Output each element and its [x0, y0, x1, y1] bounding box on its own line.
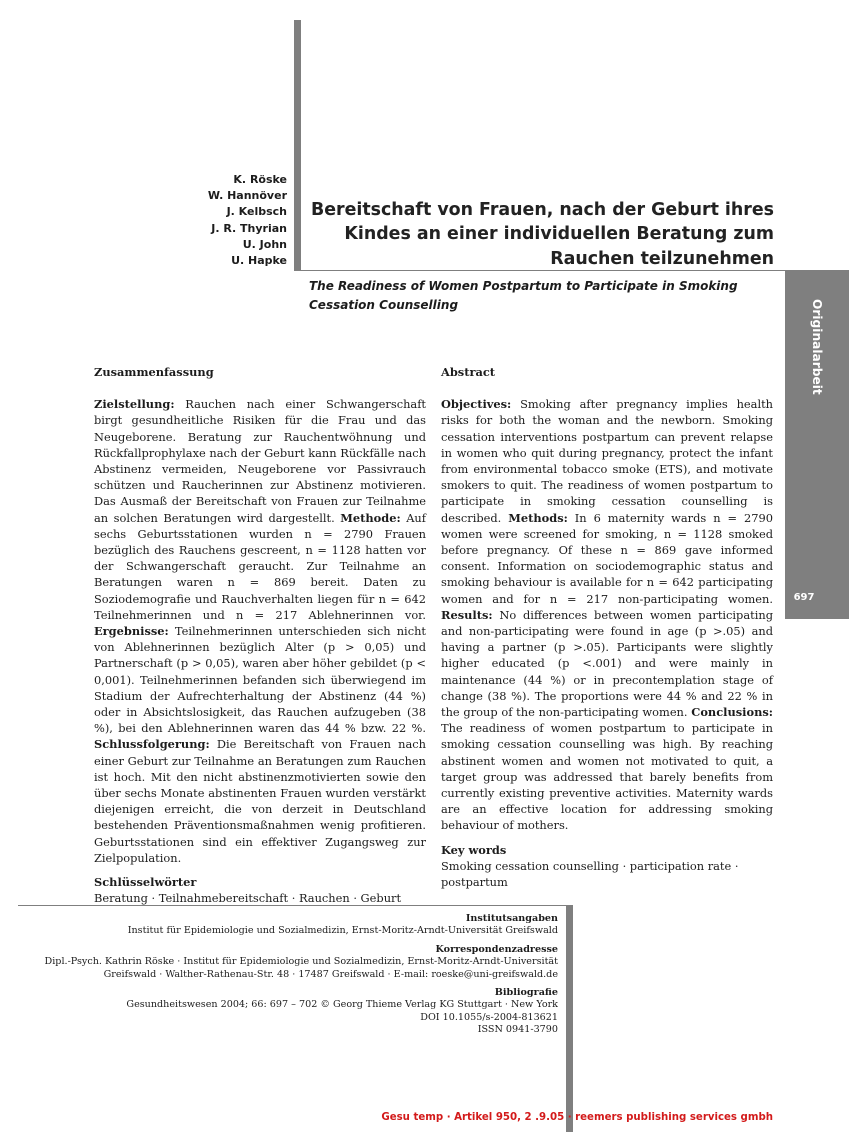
section-text: In 6 maternity wards n = 2790 women were screened for smoking, n = 1128 smoked before pregnancy. Of these n = 869 gave informed consent. Information on sociodemographic status and smoking behaviour is available for n = 642 participating women and for n = 217 non-participating women.: [441, 510, 773, 606]
production-footer: Gesu temp · Artikel 950, 2 .9.05 · reemers publishing services gmbh: [381, 1112, 773, 1123]
section-label: Ergebnisse:: [94, 624, 169, 639]
section-text: Auf sechs Geburtsstationen wurden n = 2790 Frauen bezüglich des Rauchens gescreent, n = 1128 hatten vor der Schwangerschaft geraucht. Zur Teilnahme an Beratungen waren n = 869 bereit. Daten zu Soziodemografie und Rauchverhalten liegen für n = 642 Teilnehmerinnen und n = 217 Ablehnerinnen vor.: [94, 510, 426, 622]
correspondence-block: [38, 944, 558, 981]
section-label: Methode:: [340, 510, 401, 525]
section-text: No differences between women participating and non-participating were found in age (p >.05) and having a partner (p >.05). Participants were slightly higher educated (p <.001) and were mainly in maintenance (44 %) or in precontemplation stage of change (38 %). The proportions were 44 % and 22 % in the group of the non-participating women.: [441, 607, 773, 720]
info-line: ISSN 0941-3790: [477, 1024, 558, 1036]
institution-block: [38, 913, 558, 938]
footer-vertical-rule: [566, 905, 573, 1132]
author-name: J. R. Thyrian: [211, 221, 287, 235]
info-heading: Korrespondenzadresse: [435, 943, 558, 955]
section-label: Zielstellung:: [94, 397, 175, 412]
german-abstract: [94, 364, 426, 907]
keywords-heading: Key words: [441, 842, 507, 857]
abstract-body: [441, 396, 773, 833]
author-name: U. John: [242, 237, 287, 251]
keywords-text: Smoking cessation counselling · participation rate · postpartum: [441, 858, 739, 890]
abstract-body: [94, 396, 426, 866]
abstract-heading: Zusammenfassung: [94, 365, 214, 379]
section-label: Conclusions:: [691, 705, 773, 720]
article-subtitle: The Readiness of Women Postpartum to Participate in Smoking Cessation Counselling: [309, 279, 738, 312]
info-line: DOI 10.1055/s-2004-813621: [420, 1011, 558, 1023]
bibliography-block: [38, 987, 558, 1037]
section-text: Teilnehmerinnen unterschieden sich nicht von Ablehnerinnen bezüglich Alter (p > 0,05) und Partnerschaft (p > 0,05), waren aber höher gebildet (p < 0,001). Teilnehmerinnen befanden sich überwiegend im Stadium der Aufrechterhaltung der Abstinenz (44 %) oder in Absichtslosigkeit, das Rauchen aufzugeben (38 %), bei den Ablehnerinnen waren das 44 % bzw. 22 %.: [94, 624, 426, 736]
section-text: Die Bereitschaft von Frauen nach einer Geburt zur Teilnahme an Beratungen zum Rauchen ist hoch. Mit den nicht abstinenzmotivierten sowie den über sechs Monate abstinenten Frauen wurden verstärkt diejenigen erreicht, die von derzeit in Deutschland bestehenden Präventionsmaßnahmen wenig profitieren. Geburtsstationen sind ein effektiver Zugangsweg zur Zielpopulation.: [94, 737, 426, 865]
author-name: W. Hannöver: [207, 189, 287, 203]
info-heading: Bibliografie: [494, 987, 558, 999]
abstract-heading: Abstract: [441, 365, 496, 379]
section-label: Schlussfolgerung:: [94, 737, 210, 752]
section-text: Smoking after pregnancy implies health risks for both the woman and the newborn. Smoking cessation interventions postpartum can prevent relapse in women who quit during pregnancy, protect the infant from environmental tobacco smoke (ETS), and motivate smokers to quit. The readiness of women postpartum to participate in smoking cessation counselling is described.: [441, 397, 773, 525]
article-title: Bereitschaft von Frauen, nach der Geburt ihres Kindes an einer individuellen Beratung zum Rauchen teilzunehmen: [310, 200, 774, 269]
section-text: Rauchen nach einer Schwangerschaft birgt gesundheitliche Risiken für die Frau und das Neugeborene. Beratung zur Rauchentwöhnung und Rückfallprophylaxe nach der Geburt kann Rückfälle nach Abstinenz vermeiden, Neugeborene vor Passivrauch schützen und Raucherinnen zur Abstinenz motivieren. Das Ausmaß der Bereitschaft von Frauen zur Teilnahme an solchen Beratungen wird dargestellt.: [94, 397, 426, 525]
author-list: [87, 172, 287, 269]
author-name: U. Hapke: [231, 254, 287, 268]
keywords-heading: Schlüsselwörter: [94, 875, 197, 890]
page-number: 697: [793, 592, 815, 603]
english-abstract: [441, 364, 773, 890]
info-line: Institut für Epidemiologie und Sozialmedizin, Ernst-Moritz-Arndt-Universität Greifswald: [127, 925, 558, 937]
footer-horizontal-rule: [18, 905, 566, 906]
section-label: Originalarbeit: [810, 299, 824, 395]
section-label: Objectives:: [441, 397, 512, 412]
author-name: J. Kelbsch: [226, 205, 287, 219]
article-info: [38, 913, 558, 1043]
info-line: Gesundheitswesen 2004; 66: 697 – 702 © Georg Thieme Verlag KG Stuttgart · New York: [126, 999, 558, 1011]
section-text: The readiness of women postpartum to participate in smoking cessation counselling was high. By reaching abstinent women and women not motivated to quit, a target group was addressed that barely benefits from currently existing preventive activities. Maternity wards are an effective location for addressing smoking behaviour of mothers.: [441, 721, 773, 833]
info-line: Greifswald · Walther-Rathenau-Str. 48 · 17487 Greifswald · E-mail: roeske@uni-greifswald.de: [103, 968, 558, 980]
info-heading: Institutsangaben: [465, 913, 558, 924]
section-label: Results:: [441, 607, 493, 622]
author-name: K. Röske: [233, 173, 287, 186]
header-vertical-rule: [294, 20, 301, 270]
info-line: Dipl.-Psych. Kathrin Röske · Institut für Epidemiologie und Sozialmedizin, Ernst-Moritz-Arndt-Universität: [44, 956, 558, 968]
keywords-text: Beratung · Teilnahmebereitschaft · Rauchen · Geburt: [94, 891, 402, 906]
section-label: Methods:: [508, 510, 568, 525]
